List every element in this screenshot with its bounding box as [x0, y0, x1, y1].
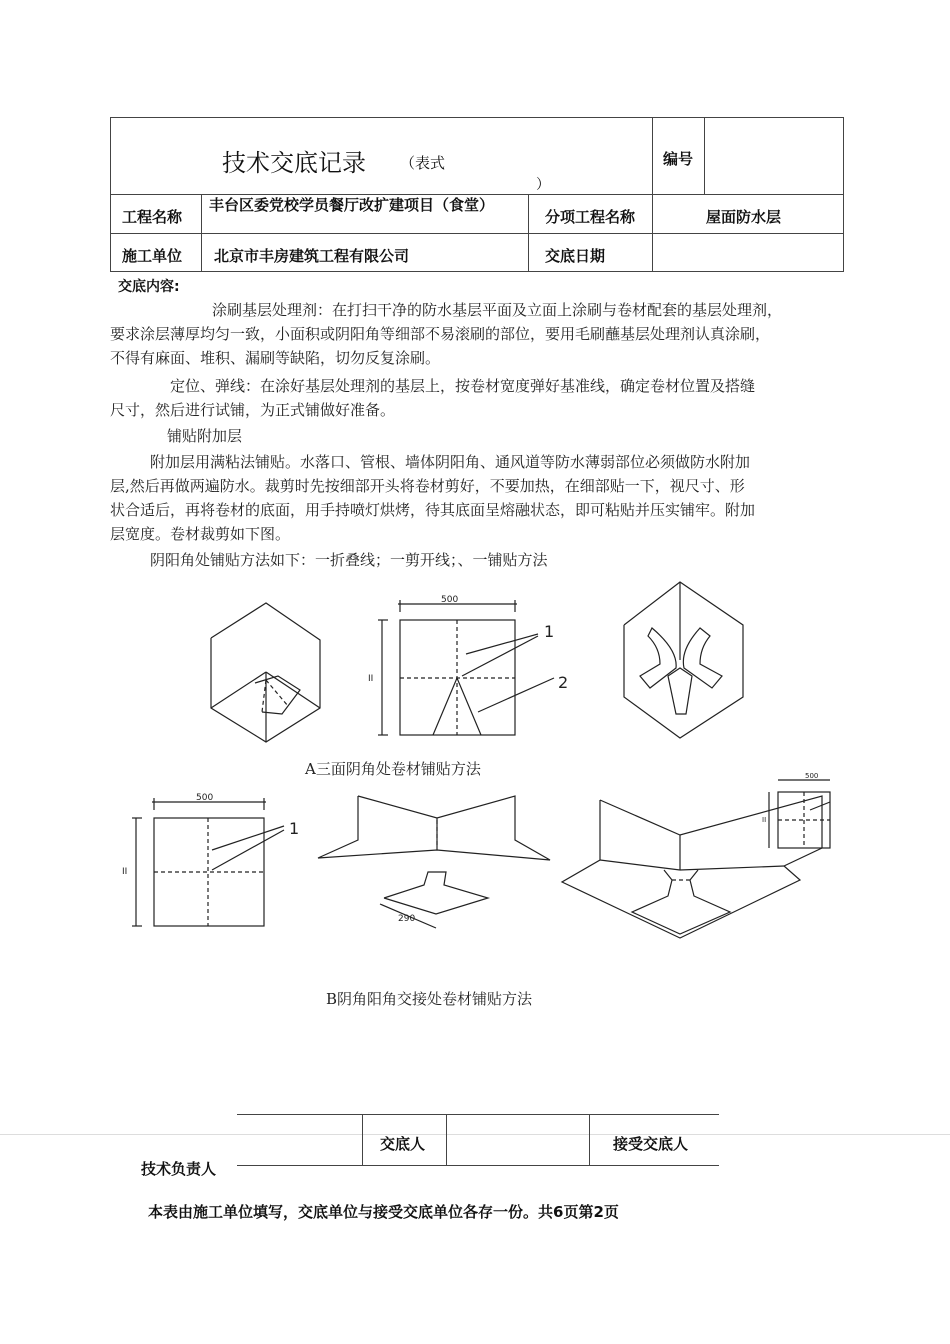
figure-a2-square-pattern [368, 595, 568, 735]
paragraph-4: 附加层用满粘法铺贴。水落口、管根、墙体阴阳角、通风道等防水薄弱部位必须做防水附加 [150, 453, 751, 471]
construction-unit: 北京市丰房建筑工程有限公司 [214, 247, 410, 265]
number-label: 编号 [663, 150, 694, 168]
figure-a3-corner-patch [624, 582, 743, 738]
content-heading: 交底内容: [118, 279, 180, 295]
figure-b3-corner-assembly [562, 796, 822, 938]
figure-a1-corner-diagram [211, 603, 320, 742]
paragraph-3: 铺贴附加层 [167, 427, 243, 445]
b4-width-dim: 500 [805, 772, 819, 780]
form-title-suffix: （表式 [400, 154, 446, 172]
paragraph-2: 定位、弹线：在涂好基层处理剂的基层上，按卷材宽度弹好基准线，确定卷材位置及搭缝 [170, 377, 756, 395]
paragraph-2-line-2: 尺寸，然后进行试铺，为正式铺做好准备。 [110, 401, 396, 419]
sub-project: 屋面防水层 [706, 208, 782, 226]
sign-table-top [237, 1114, 719, 1115]
construction-unit-label: 施工单位 [122, 247, 183, 265]
paragraph-4-line-2: 层,然后再做两遍防水。裁剪时先按细部开头将卷材剪好，不要加热，在细部贴一下，视尺寸、形 [110, 477, 745, 495]
b2-dim: 290 [398, 914, 416, 924]
sign-table-bottom [237, 1165, 719, 1166]
paragraph-4-line-4: 层宽度。卷材裁剪如下图。 [110, 525, 291, 543]
a2-width-dim: 500 [441, 595, 459, 605]
a2-height-dim: II [368, 674, 374, 684]
b4-height-dim: II [762, 816, 767, 824]
sign-table-divider-3 [589, 1114, 590, 1166]
sub-project-label: 分项工程名称 [545, 208, 636, 226]
paragraph-1-line-2: 要求涂层薄厚均匀一致，小面积或阴阳角等细部不易滚刷的部位，要用毛刷蘸基层处理剂认真涂刷， [110, 325, 771, 343]
figure-b2-unfolded-pattern [318, 796, 550, 928]
a2-label-2: 2 [558, 673, 569, 692]
receiver-label: 接受交底人 [613, 1135, 689, 1153]
paragraph-1-line-3: 不得有麻面、堆积、漏刷等缺陷，切勿反复涂刷。 [110, 349, 441, 367]
project-name: 丰台区委党校学员餐厅改扩建项目（食堂） [209, 196, 495, 214]
paragraph-4-line-3: 状合适后，再将卷材的底面，用手持喷灯烘烤，待其底面呈熔融状态，即可粘贴并压实铺牢。附加 [110, 501, 756, 519]
form-title-close: ） [536, 177, 550, 193]
b1-width-dim: 500 [196, 793, 214, 803]
date-label: 交底日期 [545, 247, 606, 265]
caption-b: B阴角阳角交接处卷材铺贴方法 [326, 990, 533, 1008]
sign-table-divider-2 [446, 1114, 447, 1166]
caption-a: A三面阴角处卷材铺贴方法 [305, 760, 481, 778]
project-name-label: 工程名称 [122, 208, 183, 226]
a2-label-1: 1 [544, 622, 555, 641]
handover-label: 交底人 [380, 1135, 426, 1153]
paragraph-1: 涂刷基层处理剂：在打扫干净的防水基层平面及立面上涂刷与卷材配套的基层处理剂， [212, 301, 783, 319]
tech-lead-label: 技术负责人 [141, 1160, 217, 1178]
b1-height-dim: II [122, 867, 128, 877]
b1-label-1: 1 [289, 819, 300, 838]
footer-note: 本表由施工单位填写，交底单位与接受交底单位各存一份。共6页第2页 [148, 1203, 619, 1221]
figure-b1-square-pattern [122, 793, 299, 926]
paragraph-5: 阴阳角处铺贴方法如下：一折叠线；一剪开线；、一铺贴方法 [150, 551, 548, 569]
sign-table-divider-1 [362, 1114, 363, 1166]
page-divider [0, 1134, 950, 1135]
form-title: 技术交底记录 [222, 149, 366, 177]
